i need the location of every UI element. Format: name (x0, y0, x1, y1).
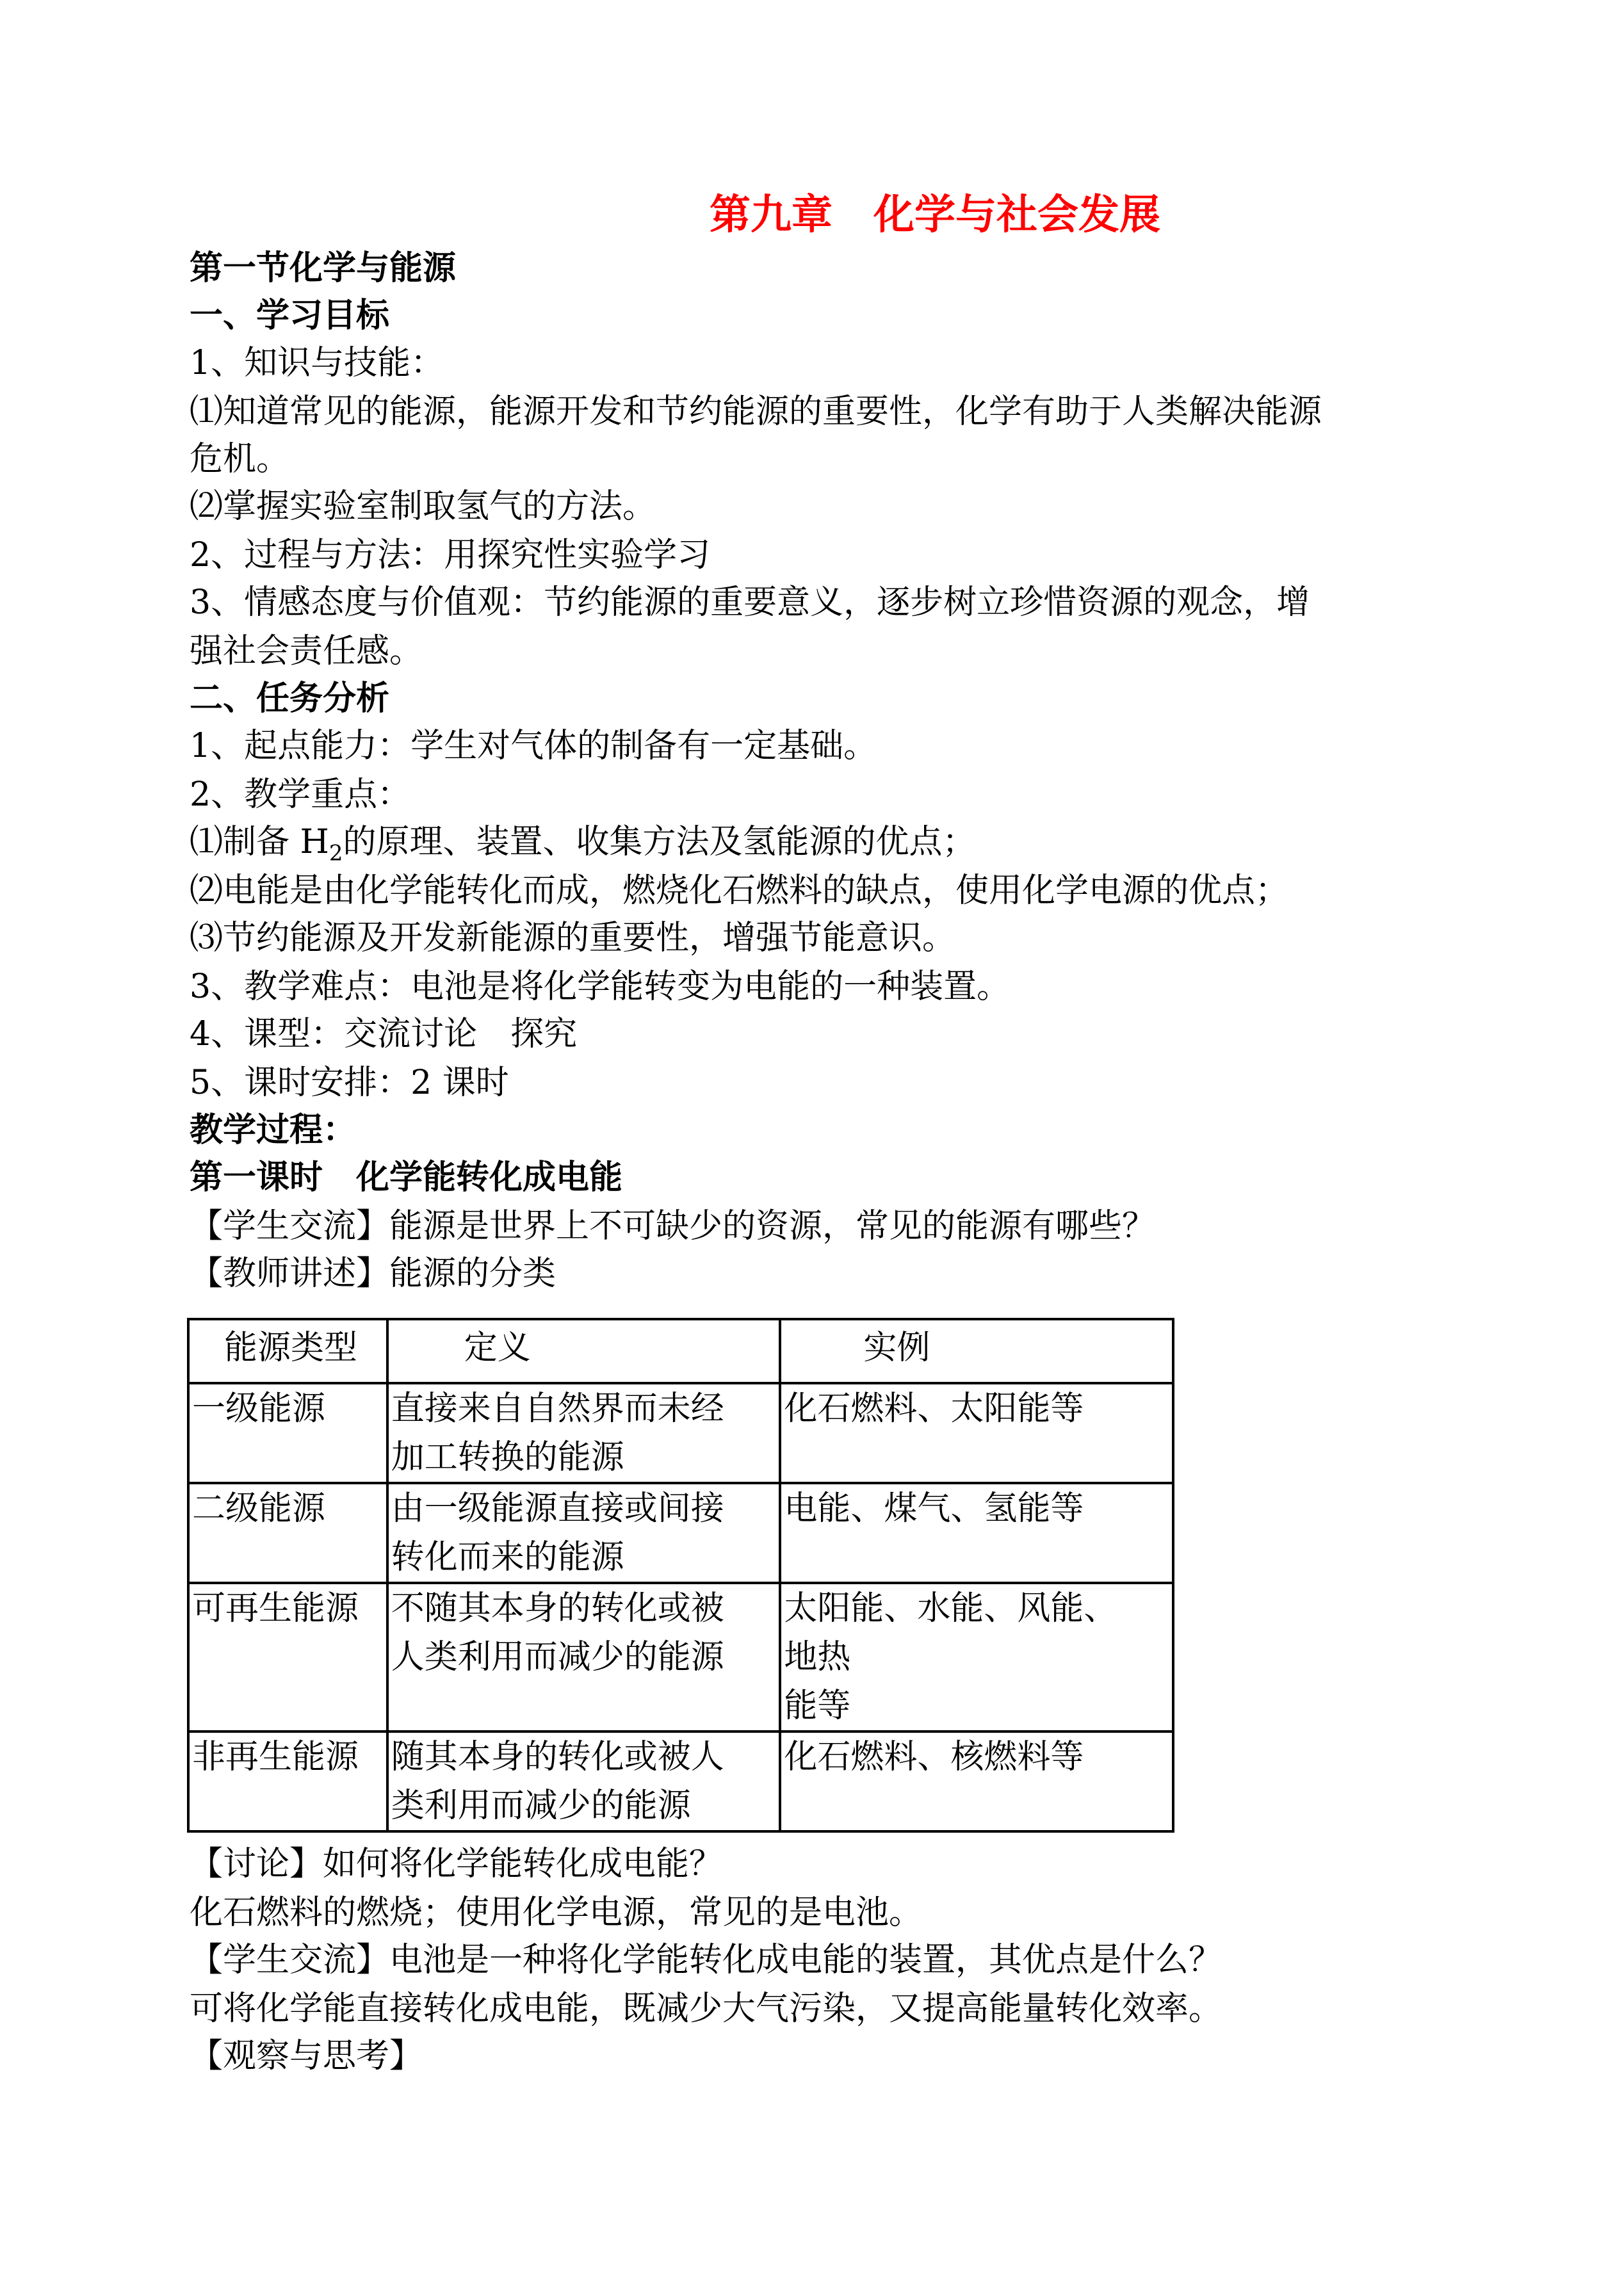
text-line: 【学生交流】电池是一种将化学能转化成电能的装置，其优点是什么？ (190, 1941, 1222, 1979)
h2-text-after: 的原理、装置、收集方法及氢能源的优点； (343, 823, 976, 861)
text-line: ⑴知道常见的能源，能源开发和节约能源的重要性，化学有助于人类解决能源 (190, 393, 1322, 431)
heading-learning-goals: 一、学习目标 (190, 296, 390, 335)
text-line: 4、课型：交流讨论 探究 (190, 1015, 578, 1053)
table-row (188, 1731, 1173, 1831)
table-row (188, 1583, 1173, 1731)
text-line: 3、教学难点：电池是将化学能转变为电能的一种装置。 (190, 968, 1011, 1006)
text-line: 【教师讲述】能源的分类 (190, 1254, 556, 1293)
text-line: 1、知识与技能： (190, 344, 444, 382)
heading-teaching-process: 教学过程： (190, 1110, 357, 1149)
heading-first-lesson: 第一课时 化学能转化成电能 (190, 1158, 623, 1197)
table-cell-definition: 由一级能源直接或间接 转化而来的能源 (387, 1483, 781, 1583)
section-title: 第一节化学与能源 (190, 248, 457, 288)
text-line: 5、课时安排：2 课时 (190, 1064, 509, 1102)
text-line: 可将化学能直接转化成电能，既减少大气污染，又提高能量转化效率。 (190, 1990, 1222, 2028)
heading-task-analysis: 二、任务分析 (190, 679, 390, 718)
text-line: 【观察与思考】 (190, 2037, 423, 2075)
text-line: ⑵掌握实验室制取氢气的方法。 (190, 487, 656, 526)
text-line-h2 (190, 821, 976, 866)
text-line: 3、情感态度与价值观：节约能源的重要意义，逐步树立珍惜资源的观念，增 (190, 583, 1310, 622)
table-header-row (188, 1319, 1173, 1383)
table-cell-example: 化石燃料、核燃料等 (780, 1731, 1173, 1831)
table-row (188, 1383, 1173, 1483)
table-cell-example: 化石燃料、太阳能等 (780, 1383, 1173, 1483)
text-line: 1、起点能力：学生对气体的制备有一定基础。 (190, 727, 877, 765)
energy-classification-table (187, 1318, 1174, 1833)
text-line: 强社会责任感。 (190, 632, 423, 670)
table-cell-definition: 随其本身的转化或被人 类利用而减少的能源 (387, 1731, 781, 1831)
text-line: 危机。 (190, 440, 290, 478)
table-header-cell: 定义 (387, 1319, 781, 1383)
table-cell-example: 太阳能、水能、风能、 地热 能等 (780, 1583, 1173, 1731)
table-header-cell: 能源类型 (188, 1319, 387, 1383)
table-cell-type: 一级能源 (188, 1383, 387, 1483)
table-cell-example: 电能、煤气、氢能等 (780, 1483, 1173, 1583)
table-header-cell: 实例 (780, 1319, 1173, 1383)
text-line: 【学生交流】能源是世界上不可缺少的资源，常见的能源有哪些？ (190, 1207, 1156, 1245)
chapter-title: 第九章 化学与社会发展 (710, 191, 1160, 239)
text-line: ⑶节约能源及开发新能源的重要性，增强节能意识。 (190, 919, 956, 957)
table-cell-type: 非再生能源 (188, 1731, 387, 1831)
table-cell-type: 可再生能源 (188, 1583, 387, 1731)
h2-text-before: ⑴制备 H (190, 823, 329, 861)
text-line: 2、教学重点： (190, 775, 411, 814)
table-cell-definition: 不随其本身的转化或被 人类利用而减少的能源 (387, 1583, 781, 1731)
text-line: 【讨论】如何将化学能转化成电能？ (190, 1845, 723, 1883)
table-cell-type: 二级能源 (188, 1483, 387, 1583)
table-cell-definition: 直接来自自然界而未经 加工转换的能源 (387, 1383, 781, 1483)
h2-subscript: 2 (329, 840, 343, 866)
text-line: ⑵电能是由化学能转化而成，燃烧化石燃料的缺点，使用化学电源的优点； (190, 872, 1289, 910)
table-row (188, 1483, 1173, 1583)
text-line: 化石燃料的燃烧；使用化学电源，常见的是电池。 (190, 1894, 923, 1932)
text-line: 2、过程与方法：用探究性实验学习 (190, 536, 711, 574)
